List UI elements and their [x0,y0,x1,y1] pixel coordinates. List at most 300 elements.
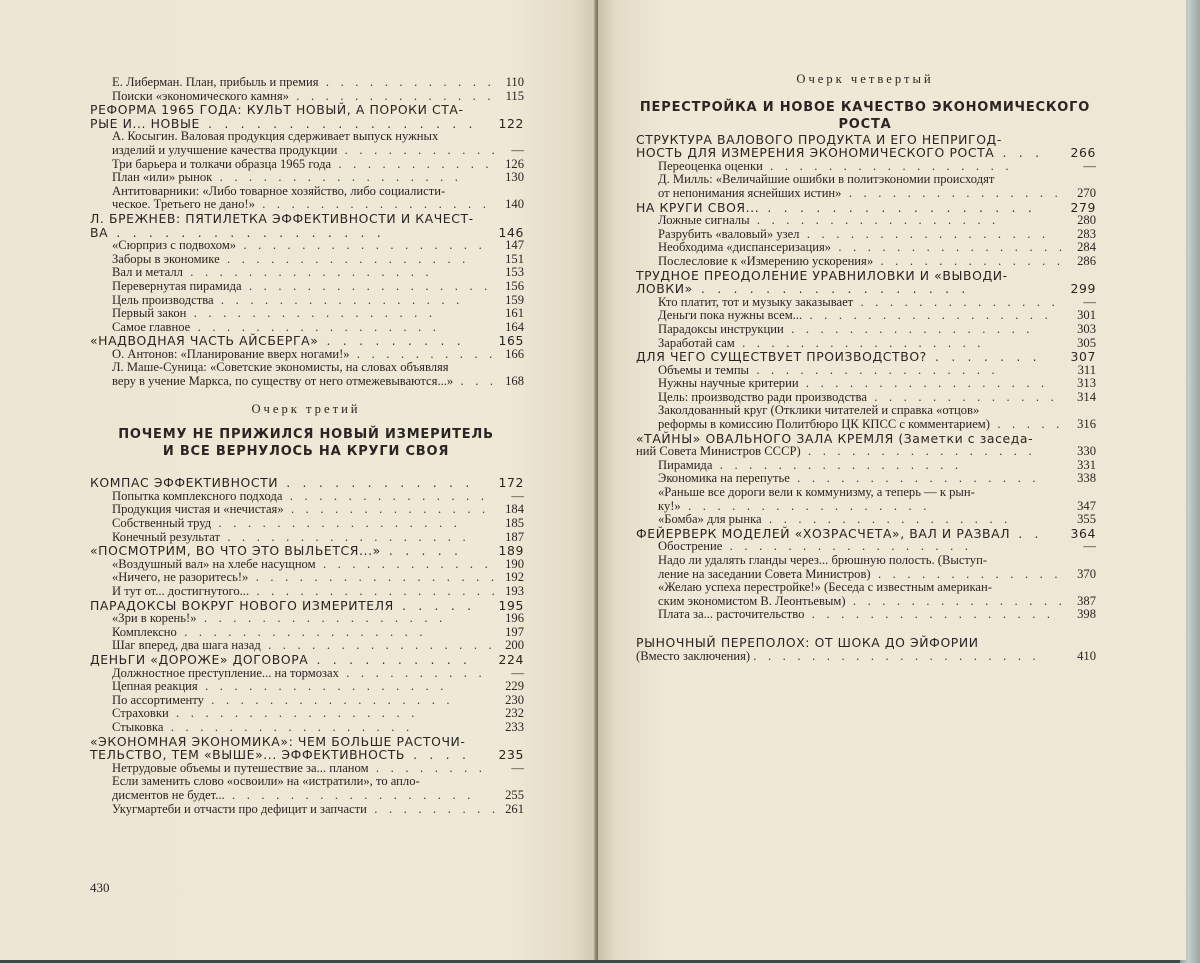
toc-chapter [90,653,522,667]
toc-page: 313 [1077,376,1096,391]
toc-title: Заборы в экономике [112,251,220,266]
toc-chapter [636,636,1094,650]
leader-dots: . . . . . . . . . . . . . . . . . [802,308,1052,323]
leader-dots: . . . . . . . . . . . . . . . . . [749,213,1000,228]
toc-title: Стыковка [112,719,164,734]
toc-entry [90,639,522,653]
toc-page: 193 [505,584,524,598]
leader-dots: . . . . . . . . . . . . . . . . . . . . [753,648,1040,663]
toc-title: ским экономистом В. Леонтьевым) [658,593,846,608]
toc-page: 387 [1077,593,1096,608]
toc-page: 172 [498,475,524,491]
toc-page: 410 [1077,648,1096,663]
left-toc [90,76,522,816]
toc-title: Объемы и темпы [658,362,750,377]
toc-entry [90,171,522,185]
toc-page: 398 [1077,607,1096,622]
toc-entry [636,459,1094,473]
toc-page: 270 [1077,185,1096,200]
toc-entry [90,321,522,335]
toc-entry [636,595,1094,609]
leader-dots: . . . . . . . . . . . . . . . . . [761,512,1012,527]
toc-entry [90,348,522,362]
leader-dots: . . . . . . . . . . . . . . . . . [190,319,441,334]
toc-entry [90,130,522,144]
toc-page: 305 [1077,335,1096,350]
toc-entry [636,241,1094,255]
toc-title: Кто платит, тот и музыку заказывает [658,294,854,309]
toc-title: Перевернутая пирамида [112,278,242,293]
toc-chapter [636,527,1094,541]
toc-title: Ложные сигналы [658,213,750,228]
leader-dots: . . . . . . . . . . . . . . . . . [197,679,448,694]
toc-entry [636,486,1094,500]
toc-title: «ЭКОНОМНАЯ ЭКОНОМИКА»: ЧЕМ БОЛЬШЕ РАСТОЧИ- [90,733,466,749]
toc-entry [90,158,522,172]
toc-title: ДЛЯ ЧЕГО СУЩЕСТВУЕТ ПРОИЗВОДСТВО? [636,349,927,365]
toc-entry [636,540,1094,554]
leader-dots: . . . . . . . . . . . . . [866,389,1058,404]
toc-chapter [90,735,522,749]
toc-entry [636,187,1094,201]
toc-entry [90,789,522,803]
leader-dots: . . . . . . . . . [366,801,500,816]
toc-title: Три барьера и толкачи образца 1965 года [112,156,332,171]
toc-entry [90,375,522,389]
toc-title: Продукция чистая и «нечистая» [112,502,284,517]
toc-chapter [636,350,1094,364]
toc-section-a [90,76,522,389]
leader-dots: . . . . . . . . . . . . . . . . . [176,624,427,639]
toc-title: «Ничего, не разоритесь!» [112,570,249,585]
toc-title: ческое. Третьего не дано!» [112,197,255,212]
toc-entry [636,608,1094,622]
toc-title: НОСТЬ ДЛЯ ИЗМЕРЕНИЯ ЭКОНОМИЧЕСКОГО РОСТА [636,145,995,161]
toc-entry [90,185,522,199]
left-page [0,0,598,960]
toc-page: 284 [1077,240,1096,255]
toc-entry [636,472,1094,486]
toc-page: 224 [498,651,524,667]
toc-title: «ПОСМОТРИМ, ВО ЧТО ЭТО ВЫЛЬЕТСЯ...» [90,543,381,559]
toc-title: ФЕЙЕРВЕРК МОДЕЛЕЙ «ХОЗРАСЧЕТА», ВАЛ И РАЗВАЛ [636,525,1011,541]
leader-dots: . . . . . [989,417,1064,432]
toc-page: 164 [505,319,524,334]
leader-dots: . . . . . . . . . . . . . . . . . [219,251,470,266]
essay-title-line-1: ПЕРЕСТРОЙКА И НОВОЕ КАЧЕСТВО ЭКОНОМИЧЕСКОГО [639,99,1091,115]
toc-page: 235 [498,747,524,763]
leader-dots: . . . . . . . . . . . . . . . . . [749,362,999,377]
toc-entry [636,337,1094,351]
leader-dots: . . . . . . . . . . . . . [873,253,1065,268]
toc-entry [90,198,522,212]
toc-page: 229 [505,679,524,694]
toc-title: «НАДВОДНАЯ ЧАСТЬ АЙСБЕРГА» [90,333,319,349]
essay-title-line-2: И ВСЕ ВЕРНУЛОСЬ НА КРУГИ СВОЯ [162,444,450,460]
toc-entry [636,323,1094,337]
toc-title: «Зри в корень!» [112,611,197,626]
toc-page: 168 [505,374,524,389]
leader-dots: . . . . . . . . . . . . . . . . . [236,238,486,253]
toc-title: от непонимания яснейших истин» [658,185,842,200]
toc-page: 316 [1077,417,1096,432]
toc-title: Парадоксы инструкции [658,321,784,336]
toc-page: 261 [505,801,524,816]
toc-title: веру в учение Маркса, по существу от него отмежевываются...» [112,374,454,389]
toc-chapter [90,212,522,226]
leader-dots: . . . . . . . . . . . . . . . . . [196,611,447,626]
toc-title: Обострение [658,539,723,554]
toc-section-b [90,476,522,816]
toc-entry [636,404,1094,418]
leader-dots: . . . . . . . . . . . . . [870,566,1062,581]
toc-page: 190 [505,556,524,571]
toc-title: дисментов не будет... [112,787,225,802]
toc-title: А. Косыгин. Валовая продукция сдерживает выпуск нужных [112,129,439,144]
leader-dots: . . . . . . . . . . . . . . . . . [224,787,475,802]
toc-title: Переоценка оценки [658,158,763,173]
toc-entry [90,571,522,585]
toc-title: Е. Либерман. План, прибыль и премия [112,75,319,89]
toc-page: 370 [1077,566,1096,581]
toc-entry [636,228,1094,242]
toc-entry [90,680,522,694]
toc-chapter [636,432,1094,446]
toc-title: По ассортименту [112,692,204,707]
toc-page: 196 [505,611,524,626]
toc-title: Д. Милль: «Величайшие ошибки в политэкономии происходят [658,172,995,187]
toc-page: 165 [498,333,524,349]
leader-dots: . . . . . . . . . . . . . . . . . [692,281,970,297]
leader-dots: . . . . . [380,543,463,559]
toc-page: 338 [1077,471,1096,486]
toc-entry [90,585,522,599]
toc-title: Плата за... расточительство [658,607,805,622]
toc-title: Пирамида [658,457,713,472]
toc-entry [90,294,522,308]
toc-page: 303 [1077,321,1096,336]
toc-chapter [636,201,1094,215]
toc-page: — [1083,158,1096,173]
toc-title: ку!» [658,498,681,513]
leader-dots: . . . . . . . . . . . . . . . . . [211,516,462,531]
toc-title: Заработай сам [658,335,735,350]
leader-dots: . . . . . . . . . . . . . . . . . [182,265,433,280]
toc-page: — [1083,294,1096,309]
leader-dots: . . . . . . . . . . . . . . . . . [799,226,1050,241]
toc-title: Страховки [112,706,169,721]
leader-dots: . . . . . . . . . . . . . . . . . [186,306,437,321]
toc-title: «Желаю успеха перестройке!» (Беседа с известным американ- [658,580,992,595]
leader-dots: . . . . . . . . . . . . . . . . . [734,335,985,350]
toc-page: 159 [505,292,524,307]
toc-page: 126 [505,156,524,171]
leader-dots: . . . . . . . . . . . . . . . . . [241,278,492,293]
toc-page: 187 [505,529,524,544]
leader-dots: . . . . . . . . . . . . . . . . . [219,529,470,544]
toc-entry [90,667,522,681]
toc-title: ДЕНЬГИ «ДОРОЖЕ» ДОГОВОРА [90,651,309,667]
toc-page: 307 [1070,349,1096,365]
leader-dots: . . . . . . . . . . . [331,156,493,171]
toc-entry [90,694,522,708]
toc-entry [90,517,522,531]
leader-dots: . . . . . . . . . . . . . . . . . [168,706,419,721]
toc-page: 146 [498,224,524,240]
toc-title: изделий и улучшение качества продукции [112,142,338,157]
toc-entry [90,361,522,375]
right-page [598,0,1186,960]
toc-title: Должностное преступление... на тормозах [112,665,339,680]
toc-chapter [90,334,522,348]
toc-title: Антитоварники: «Либо товарное хозяйство, либо социалисти- [112,183,446,198]
toc-page: — [511,760,524,775]
toc-page: 184 [505,502,524,517]
leader-dots: . . . . . [393,597,476,613]
toc-entry [90,707,522,721]
leader-dots: . . . . . . . . . . . . . . . . . [203,692,454,707]
toc-title: И тут от... достигнутого... [112,584,250,598]
toc-page: 200 [505,638,524,653]
toc-page: 311 [1077,362,1096,377]
leader-dots: . . . . . . . . . . . . . . . . [831,240,1067,255]
toc-entry [90,307,522,321]
toc-title: ление на заседании Совета Министров) [658,566,871,581]
leader-dots: . . . . . . . . . . . . . . . [845,593,1066,608]
toc-page: 156 [505,278,524,293]
toc-page: 331 [1077,457,1096,472]
page-number: 430 [90,880,110,895]
leader-dots: . . . . . . . . . . . . . . . . [254,197,491,212]
toc-page: 166 [505,346,524,361]
toc-chapter [90,544,522,558]
toc-title: Укугмартеби и отчасти про дефицит и запчасти [112,801,367,816]
toc-chapter [90,599,522,613]
toc-page: 347 [1077,498,1096,513]
toc-title: Если заменить слово «освоили» на «истратили», то апло- [112,774,420,789]
leader-dots: . . . . . . . [926,349,1041,365]
toc-page: 232 [505,706,524,721]
leader-dots: . . . . . . . . . . . . . . . . . [762,158,1013,173]
leader-dots: . . . . . . . . . . . . . . . . . [108,224,385,240]
toc-entry [636,554,1094,568]
toc-title: Цель производства [112,292,214,307]
toc-title: (Вместо заключения) [636,648,751,663]
toc-title: Поиски «экономического камня» [112,88,289,103]
toc-page: 279 [1070,199,1096,215]
toc-title: КОМПАС ЭФФЕКТИВНОСТИ [90,475,279,491]
toc-title: Комплексно [112,624,177,639]
leader-dots: . . . . . . . . . . . . . . [282,488,489,503]
toc-entry [636,173,1094,187]
toc-page: 255 [505,787,524,802]
toc-page: 355 [1077,512,1096,527]
toc-title: Надо ли удалять гланды через... брюшную полость. (Выступ- [658,553,987,567]
toc-page: 230 [505,692,524,707]
leader-dots: . . . . . . . . . . . . . . . . . [789,471,1040,486]
toc-title: Необходима «диспансеризация» [658,240,832,255]
toc-entry [90,144,522,158]
toc-entry [90,266,522,280]
toc-title: «Бомба» для рынка [658,512,762,527]
toc-title: «Воздушный вал» на хлебе насущном [112,556,316,571]
toc-title: Л. Маше-Суница: «Советские экономисты, на словах объявляя [112,360,449,375]
toc-entry [90,531,522,545]
leader-dots: . . [1010,525,1043,541]
toc-page: 153 [505,265,524,280]
leader-dots: . . . . . . . . . . . . . . . . . [249,584,499,598]
toc-page: — [511,665,524,680]
toc-chapter [636,269,1094,283]
toc-page: 115 [505,88,524,103]
toc-title: «Раньше все дороги вели к коммунизму, а теперь — к рын- [658,485,975,500]
toc-title: Самое главное [112,319,191,334]
leader-dots: . . . . . . . . . . . . . . . . [800,444,1036,459]
toc-title: ТРУДНОЕ ПРЕОДОЛЕНИЕ УРАВНИЛОВКИ И «ВЫВОДИ- [636,267,1008,283]
toc-page: 330 [1077,444,1096,459]
toc-page: 130 [505,170,524,185]
toc-title: Деньги пока нужны всем... [658,308,803,323]
toc-page: 301 [1077,308,1096,323]
leader-dots: . . . . . . . . . . . . . . . . . [248,570,499,585]
toc-entry [636,391,1094,405]
leader-dots: . . . . . . . . . . . . . . . . . [712,457,963,472]
toc-title: «Сюрприз с подвохом» [112,238,237,253]
toc-page: 195 [498,597,524,613]
toc-chapter [90,117,522,131]
toc-title: План «или» рынок [112,170,213,185]
leader-dots: . . . . . . . . . . . . . . . . . [804,607,1055,622]
leader-dots: . . . . . . . . . . . . . . . . . [680,498,931,513]
leader-dots: . . . . . . . . . . . . . . . . [260,638,496,653]
toc-page: 122 [498,115,524,131]
toc-page: — [511,142,524,157]
toc-entry [90,803,522,817]
toc-page: 147 [505,238,524,253]
leader-dots: . . . . . . . . . . . . [318,75,495,89]
toc-entry [636,255,1094,269]
leader-dots: . . . . . . . . . . . . . . . . . [783,321,1034,336]
toc-page: 140 [505,197,524,212]
toc-chapter [90,748,522,762]
leader-dots: . . . . . . . . . . . . . . . . . [722,539,973,554]
toc-chapter [90,476,522,490]
leader-dots: . . . . . . . . . . [349,346,497,361]
toc-title: ний Совета Министров СССР) [636,444,801,459]
toc-chapter [90,226,522,240]
toc-entry [636,296,1094,310]
toc-entry [90,76,522,90]
toc-page: 189 [498,543,524,559]
leader-dots: . . . . [404,747,471,763]
toc-title: О. Антонов: «Планирование вверх ногами!» [112,346,350,361]
leader-dots: . . . . . . . . . . . . [278,475,474,491]
toc-entry [636,418,1094,432]
toc-title: Экономика на перепутье [658,471,790,486]
toc-entry [90,90,522,104]
toc-title: РЫЕ И... НОВЫЕ [90,115,200,131]
toc-entry [90,280,522,294]
toc-page: 314 [1077,389,1096,404]
toc-title: Собственный труд [112,516,212,531]
toc-entry [90,239,522,253]
toc-section [636,133,1094,622]
essay-title-line-2: РОСТА [838,116,892,132]
toc-page: — [1083,539,1096,554]
toc-entry [636,214,1094,228]
toc-title: ВА [90,224,109,240]
toc-entry [90,762,522,776]
toc-page: 185 [505,516,524,531]
toc-page: 266 [1070,145,1096,161]
toc-entry [90,721,522,735]
toc-page: 110 [505,75,524,89]
leader-dots: . . . . . . . . . . [308,651,472,667]
toc-page: 283 [1077,226,1096,241]
essay-title-line-1: ПОЧЕМУ НЕ ПРИЖИЛСЯ НОВЫЙ ИЗМЕРИТЕЛЬ [118,427,494,443]
leader-dots: . . . . . . . . . . . . . . . [841,185,1062,200]
toc-entry [90,490,522,504]
leader-dots: . . . . . . . . . . . [337,142,499,157]
toc-entry [636,160,1094,174]
toc-entry [636,581,1094,595]
leader-dots: . . . . . . . . . . . . . . . . . [213,292,464,307]
toc-page: 192 [505,570,524,585]
toc-chapter [636,146,1094,160]
toc-title: Первый закон [112,306,187,321]
leader-dots: . . . . . . . . . . . . . . [283,502,490,517]
toc-page: — [511,488,524,503]
right-toc [636,73,1094,663]
toc-title: Л. БРЕЖНЕВ: ПЯТИЛЕТКА ЭФФЕКТИВНОСТИ И КАЧЕСТ- [90,210,474,226]
leader-dots: . . . . . . . . . . . . . . [288,88,495,103]
toc-chapter [636,133,1094,147]
toc-page: 364 [1070,525,1096,541]
toc-title: ТЕЛЬСТВО, ТЕМ «ВЫШЕ»... ЭФФЕКТИВНОСТЬ [90,747,405,763]
toc-entry [90,775,522,789]
toc-entry [90,253,522,267]
leader-dots: . . . . . . . . . . . . . . . . . [163,719,414,734]
toc-page: 286 [1077,253,1096,268]
toc-title: НА КРУГИ СВОЯ... [636,199,760,215]
toc-title: Заколдованный круг (Отклики читателей и справка «отцов» [658,403,980,418]
toc-title: Шаг вперед, два шага назад [112,638,261,653]
toc-title: реформы в комиссию Политбюро ЦК КПСС с комментарием) [658,417,990,432]
toc-entry [90,612,522,626]
leader-dots: . . . . . . . . . . . . . . . . . [199,115,477,131]
toc-entry [636,377,1094,391]
leader-dots: . . . [453,374,498,389]
toc-title: РЫНОЧНЫЙ ПЕРЕПОЛОХ: ОТ ШОКА ДО ЭЙФОРИИ [636,634,979,650]
toc-title: ПАРАДОКСЫ ВОКРУГ НОВОГО ИЗМЕРИТЕЛЯ [90,597,394,613]
toc-title: «ТАЙНЫ» ОВАЛЬНОГО ЗАЛА КРЕМЛЯ (Заметки с заседа- [636,430,1034,446]
toc-title: Разрубить «валовый» узел [658,226,800,241]
leader-dots: . . . . . . . . . . . . . . [853,294,1059,309]
toc-title: Конечный результат [112,529,220,544]
toc-entry [636,500,1094,514]
leader-dots: . . . [994,145,1044,161]
leader-dots: . . . . . . . . . . . . . . . . . [212,170,463,185]
toc-title: Цель: производство ради производства [658,389,867,404]
essay-label: Очерк третий [251,401,361,416]
toc-title: Цепная реакция [112,679,198,694]
leader-dots: . . . . . . . . . . [338,665,486,680]
toc-title: Послесловие к «Измерению ускорения» [658,253,874,268]
essay-label: Очерк четвертый [796,72,934,86]
toc-title: Нужны научные критерии [658,376,799,391]
toc-entry [636,650,1094,664]
toc-entry [636,309,1094,323]
